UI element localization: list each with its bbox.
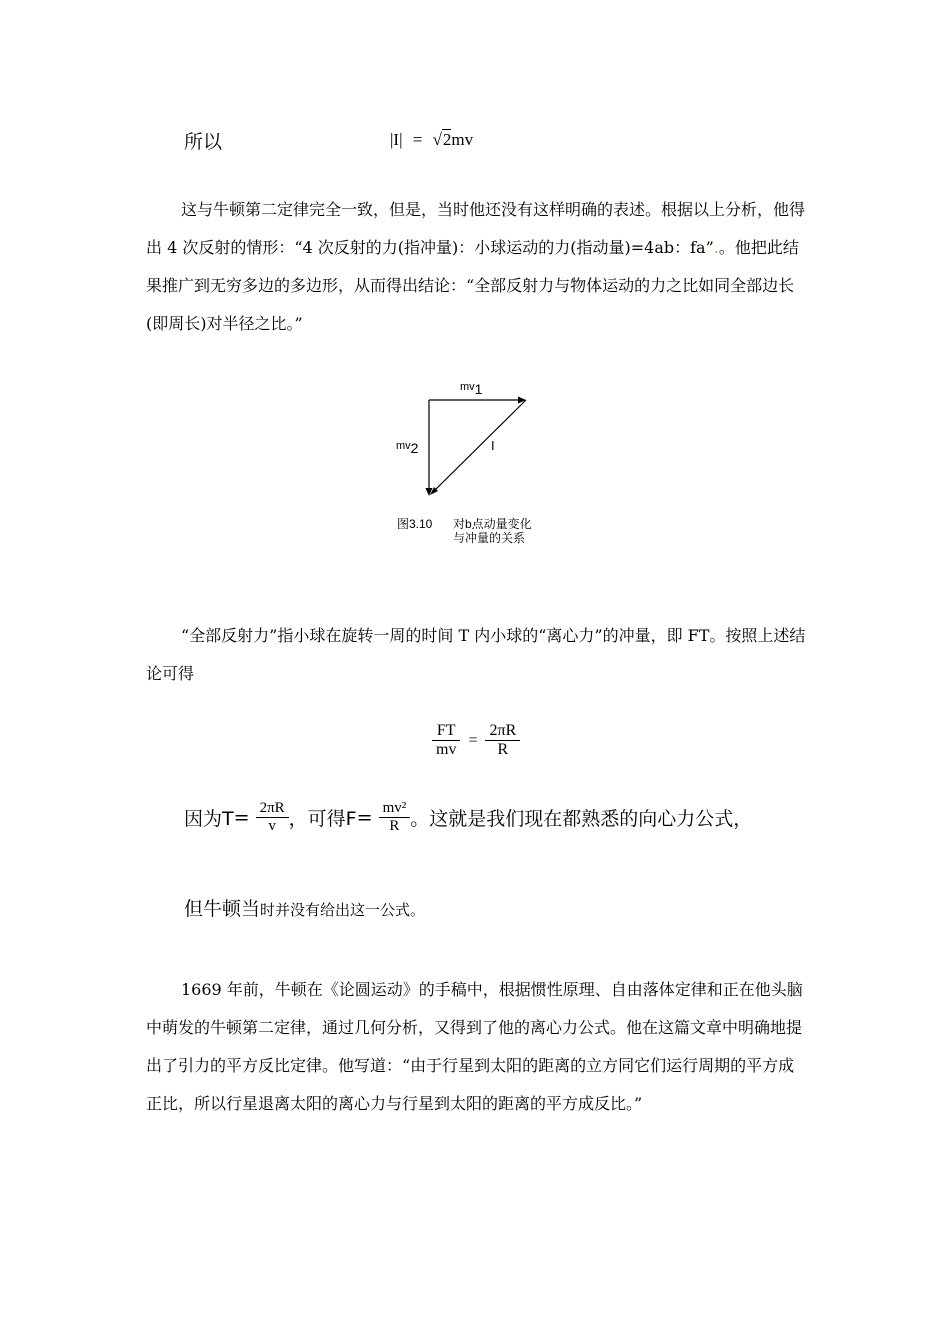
eq3-equals-1: = — [233, 806, 250, 829]
equation-impulse-magnitude — [390, 129, 473, 150]
figure-caption-line2: 与冲量的关系 — [453, 531, 526, 545]
frac-force-den: R — [389, 818, 400, 834]
eq3-equals-2: = — [356, 806, 373, 829]
equation-ft-over-mv — [432, 722, 520, 759]
newton-note-line — [184, 894, 425, 921]
frac-force-num: mv² — [379, 800, 411, 818]
frac-2pir: 2πR — [485, 722, 520, 741]
arrowhead-mv1 — [518, 397, 526, 404]
para1-text: 这与牛顿第二定律完全一致，但是，当时他还没有这样明确的表述。根据以上分析，他得出 4 次反射的情形：“4 次反射的力(指冲量)：小球运动的力(指动量)=4ab：fa” — [146, 200, 806, 257]
label-mv1: mv1 — [460, 381, 483, 397]
paragraph-1669: 1669 年前，牛顿在《论圆运动》的手稿中，根据惯性原理、自由落体定律和正在他头脑中萌发的牛顿第二定律，通过几何分析，又得到了他的离心力公式。他在这篇文章中明确地提出了引力的平方反比定律。他写道：“由于行星到太阳的距离的立方同它们运行周期的平方成正比，所以行星退离太阳的离心力与行星到太阳的距离的平方成反比。” — [146, 980, 803, 1113]
label-mv2: mv2 — [396, 440, 419, 456]
paragraph-full-reflection: “全部反射力”指小球在旋转一周的时间 T 内小球的“离心力”的冲量，即 FT。按照上述结论可得 — [146, 626, 806, 683]
eq1-tail: mv — [451, 130, 474, 149]
stray-dot-mark: . — [713, 238, 719, 257]
sqrt-sign: √ — [432, 130, 442, 149]
fraction-period — [256, 800, 289, 835]
fraction-force — [379, 800, 411, 835]
centripetal-force-sentence — [184, 800, 752, 835]
eq1-lhs: |I| — [390, 130, 403, 149]
figure-caption-line1: 对b点动量变化 — [453, 517, 532, 531]
frac-period-num: 2πR — [256, 800, 289, 818]
eq3-middle: ，可得F — [288, 808, 357, 830]
newton-note-small: 时并没有给出这一公式。 — [260, 901, 426, 919]
frac-mv: mv — [436, 741, 457, 758]
arrow-impulse — [433, 400, 526, 492]
label-impulse: I — [491, 438, 495, 453]
fraction-2pir-r — [485, 722, 520, 759]
eq2-equals: = — [468, 731, 478, 749]
figure-caption-number: 图3.10 — [397, 517, 433, 531]
eq1-equals: = — [412, 130, 423, 149]
eq3-suffix: 。这就是我们现在都熟悉的向心力公式， — [410, 808, 753, 830]
frac-r: R — [497, 741, 509, 758]
momentum-triangle-figure — [390, 372, 570, 552]
frac-ft: FT — [432, 722, 460, 741]
arrowhead-mv2 — [426, 488, 433, 496]
sqrt-radicand: 2 — [442, 130, 452, 149]
paragraph-reflection — [146, 191, 806, 343]
para1-period: 。 — [718, 238, 735, 257]
eq1-label: 所以 — [184, 131, 223, 153]
eq3-prefix: 因为T — [184, 808, 234, 830]
fraction-ft-mv — [432, 722, 460, 759]
para1-text-2: 他把此结果推广到无穷多边的多边形，从而得出结论：“全部反射力与物体运动的力之比如同全部边长(即周长)对半径之比。” — [146, 238, 799, 333]
frac-period-den: v — [268, 818, 276, 834]
newton-note-big: 但牛顿当 — [184, 898, 261, 920]
